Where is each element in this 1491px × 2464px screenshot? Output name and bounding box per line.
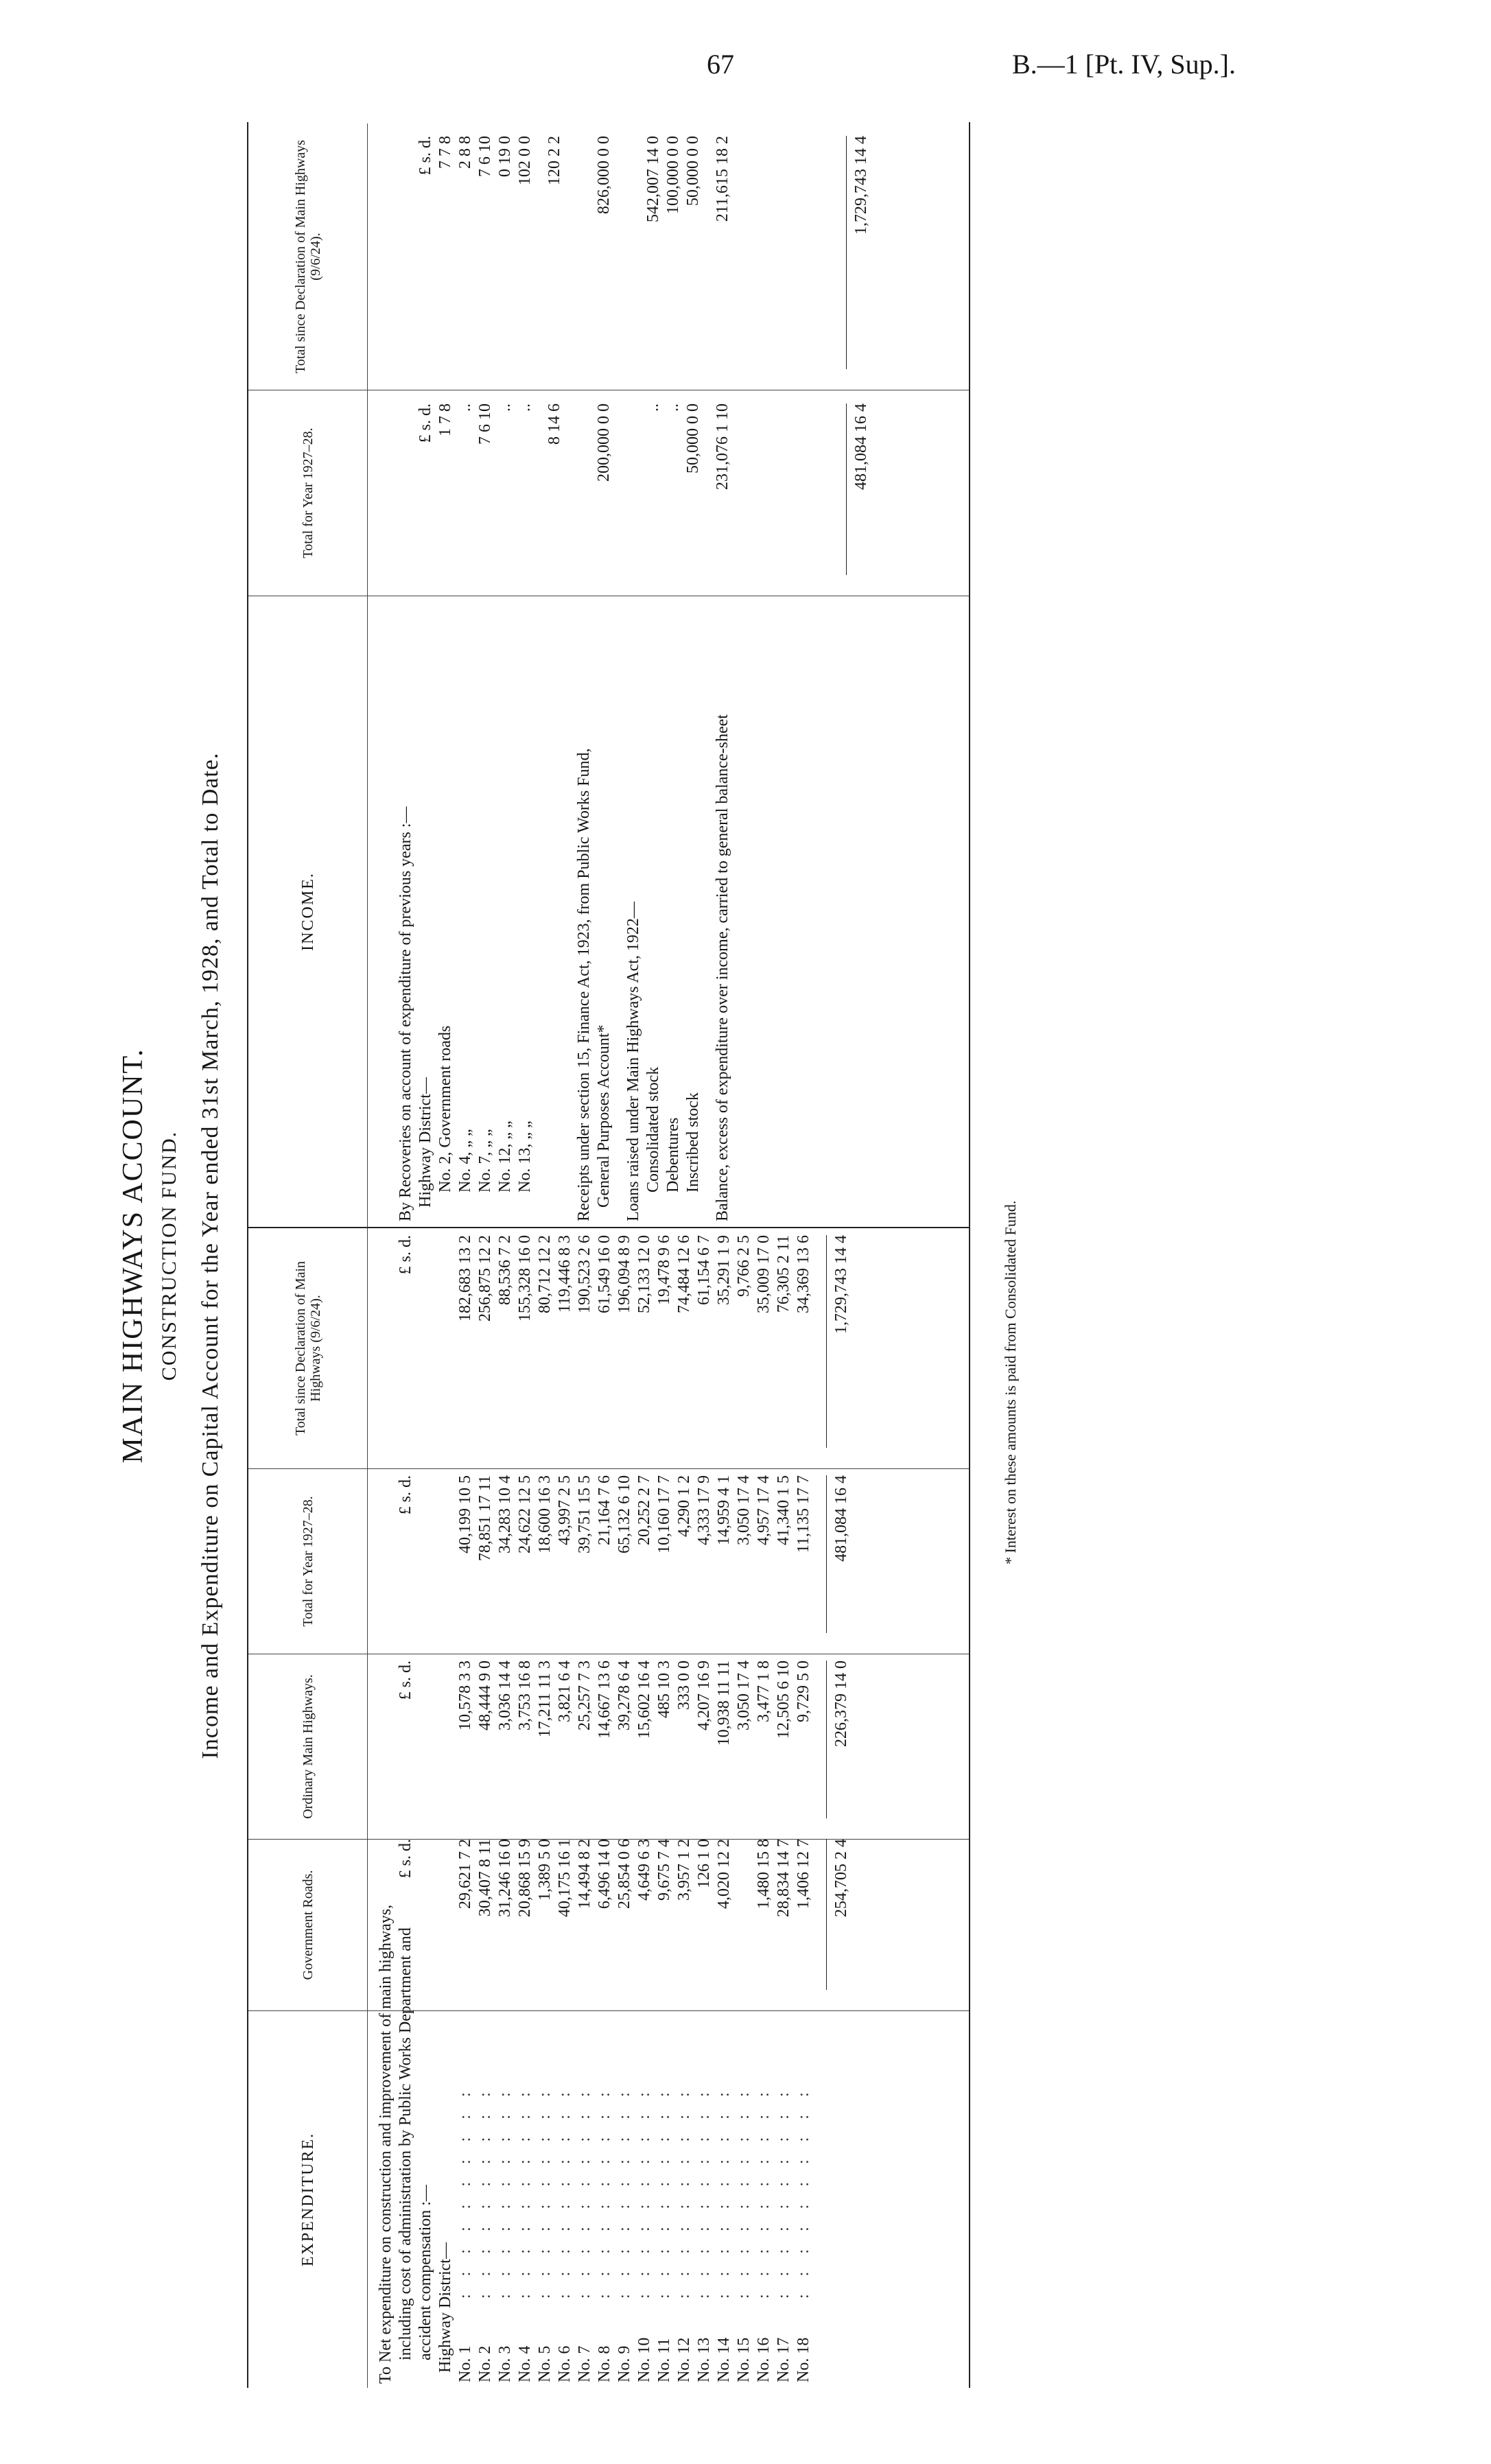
income-total-amount: 102 0 0 — [516, 136, 534, 185]
amount-cell: 1,389 5 0 — [536, 1839, 554, 1901]
leader-dots: : : : : : : : : : : — [496, 2085, 514, 2299]
amount-cell: 3,050 17 4 — [735, 1661, 753, 1730]
income-line: No. 7, „ „ — [476, 1129, 494, 1193]
fund-subtitle: CONSTRUCTION FUND. — [158, 1130, 180, 1381]
leader-dots: : : : : : : : : : : — [735, 2085, 753, 2299]
amount-cell: 256,875 12 2 — [476, 1235, 494, 1322]
column-rule — [368, 1468, 969, 1469]
amount-cell: 35,291 1 9 — [715, 1235, 733, 1305]
amount-cell: 41,340 1 5 — [775, 1475, 793, 1545]
district-label: No. 12 — [675, 2337, 693, 2382]
leader-dots: : : : : : : : : : : — [615, 2085, 633, 2299]
leader-dots: : : : : : : : : : : — [576, 2085, 594, 2299]
amount-cell: 119,446 8 3 — [556, 1235, 574, 1313]
income-year-amount: 8 14 6 — [545, 403, 563, 445]
account-title: MAIN HIGHWAYS ACCOUNT. — [117, 1048, 149, 1464]
amount-cell: 6,496 14 0 — [596, 1839, 613, 1909]
amount-cell: 12,505 6 10 — [775, 1661, 793, 1739]
amount-cell: 4,957 17 4 — [755, 1475, 773, 1545]
income-year-amount: .. — [496, 403, 514, 412]
income-grand-total: 1,729,743 14 4 — [852, 136, 870, 235]
amount-cell: 25,257 7 3 — [576, 1661, 594, 1730]
leader-dots: : : : : : : : : : : — [556, 2085, 574, 2299]
district-label: No. 7 — [576, 2345, 594, 2382]
income-line: Loans raised under Main Highways Act, 1922— — [624, 902, 642, 1221]
government-roads-header: Government Roads. — [248, 1839, 368, 2010]
district-label: No. 16 — [755, 2337, 773, 2382]
amount-cell: 29,621 7 2 — [456, 1839, 474, 1909]
income-grand-total: 481,084 16 4 — [852, 403, 870, 490]
amount-cell: 9,766 2 5 — [735, 1235, 753, 1297]
income-line: No. 4, „ „ — [456, 1129, 474, 1193]
amount-cell: 21,164 7 6 — [596, 1475, 613, 1545]
income-total-amount: 7 6 10 — [476, 136, 494, 177]
expenditure-intro-line: including cost of administration by Public Works Department and — [397, 1927, 414, 2360]
amount-cell: 10,938 11 11 — [715, 1661, 733, 1746]
amount-cell: 18,600 16 3 — [536, 1475, 554, 1553]
amount-cell: 61,154 6 7 — [695, 1235, 713, 1305]
amount-cell: 4,207 16 9 — [695, 1661, 713, 1730]
income-year-amount: .. — [516, 403, 534, 412]
income-total-amount: 0 19 0 — [496, 136, 514, 177]
currency-unit-label: £ s. d. — [397, 1661, 414, 1700]
document-reference: B.—1 [Pt. IV, Sup.]. — [1012, 49, 1236, 80]
district-label: No. 9 — [615, 2345, 633, 2382]
amount-cell: 4,020 12 2 — [715, 1839, 733, 1909]
income-total-amount: 211,615 18 2 — [714, 136, 731, 222]
total-rule — [826, 1839, 827, 1990]
expenditure-intro-line: Highway District— — [436, 2242, 454, 2373]
currency-unit-label: £ s. d. — [416, 136, 434, 176]
income-line: Highway District— — [416, 1077, 434, 1208]
district-label: No. 10 — [635, 2337, 653, 2382]
income-line: Consolidated stock — [644, 1066, 662, 1193]
statement-caption: Income and Expenditure on Capital Account for the Year ended 31st March, 1928, and Total to Date. — [198, 752, 223, 1759]
total-rule — [826, 1235, 827, 1448]
amount-cell: 48,444 9 0 — [476, 1661, 494, 1730]
column-rule — [368, 2010, 969, 2011]
amount-cell: 9,675 7 4 — [655, 1839, 673, 1901]
ordinary-highways-header: Ordinary Main Highways. — [248, 1654, 368, 1839]
amount-cell: 3,957 1 2 — [675, 1839, 693, 1901]
total-rule — [826, 1661, 827, 1818]
income-line: Balance, excess of expenditure over income, carried to general balance-sheet — [714, 714, 731, 1221]
total-rule — [846, 403, 847, 575]
district-label: No. 15 — [735, 2337, 753, 2382]
income-total-amount: 2 8 8 — [456, 136, 474, 169]
amount-cell: 4,333 17 9 — [695, 1475, 713, 1545]
amount-cell: 182,683 13 2 — [456, 1235, 474, 1322]
district-label: No. 17 — [775, 2337, 793, 2382]
currency-unit-label: £ s. d. — [416, 403, 434, 443]
total-amount-cell: 481,084 16 4 — [832, 1475, 850, 1562]
income-line: No. 12, „ „ — [496, 1120, 514, 1193]
income-total-amount: 7 7 8 — [436, 136, 454, 169]
amount-cell: 190,523 2 6 — [576, 1235, 594, 1313]
amount-cell: 39,751 15 5 — [576, 1475, 594, 1553]
income-year-amount: 7 6 10 — [476, 403, 494, 445]
income-year-amount: 200,000 0 0 — [595, 403, 613, 482]
income-total-amount: 100,000 0 0 — [664, 136, 682, 214]
district-label: No. 5 — [536, 2345, 554, 2382]
district-label: No. 6 — [556, 2345, 574, 2382]
amount-cell: 485 10 3 — [655, 1661, 673, 1718]
income-line: By Recoveries on account of expenditure of previous years :— — [397, 806, 414, 1221]
rotated-account-page — [117, 124, 1187, 2388]
amount-cell: 74,484 12 6 — [675, 1235, 693, 1313]
leader-dots: : : : : : : : : : : — [715, 2085, 733, 2299]
leader-dots: : : : : : : : : : : — [655, 2085, 673, 2299]
income-year-amount: 50,000 0 0 — [684, 403, 702, 473]
income-total-amount: 542,007 14 0 — [644, 136, 662, 222]
total-amount-cell: 254,705 2 4 — [832, 1839, 850, 1917]
income-year-amount: .. — [644, 403, 662, 412]
leader-dots: : : : : : : : : : : — [775, 2085, 793, 2299]
leader-dots: : : : : : : : : : : — [795, 2085, 812, 2299]
total-rule — [826, 1475, 827, 1633]
amount-cell: 15,602 16 4 — [635, 1661, 653, 1739]
amount-cell: 61,549 16 0 — [596, 1235, 613, 1313]
amount-cell: 3,821 6 4 — [556, 1661, 574, 1722]
amount-cell: 20,868 15 9 — [516, 1839, 534, 1917]
currency-unit-label: £ s. d. — [397, 1235, 414, 1275]
amount-cell: 3,050 17 4 — [735, 1475, 753, 1545]
amount-cell: 14,494 8 2 — [576, 1839, 594, 1909]
leader-dots: : : : : : : : : : : — [476, 2085, 494, 2299]
income-year-total-header: Total for Year 1927–28. — [248, 390, 368, 596]
income-year-amount: .. — [456, 403, 474, 412]
amount-cell: 1,406 12 7 — [795, 1839, 812, 1909]
amount-cell: 88,536 7 2 — [496, 1235, 514, 1305]
amount-cell: 10,160 17 7 — [655, 1475, 673, 1553]
amount-cell: 3,036 14 4 — [496, 1661, 514, 1730]
year-total-header: Total for Year 1927–28. — [248, 1468, 368, 1654]
currency-unit-label: £ s. d. — [397, 1839, 414, 1879]
currency-unit-label: £ s. d. — [397, 1475, 414, 1515]
district-label: No. 13 — [695, 2337, 713, 2382]
leader-dots: : : : : : : : : : : — [456, 2085, 474, 2299]
amount-cell: 196,094 8 9 — [615, 1235, 633, 1313]
total-amount-cell: 1,729,743 14 4 — [832, 1235, 850, 1334]
expenditure-header: EXPENDITURE. — [248, 2010, 368, 2388]
amount-cell: 19,478 9 6 — [655, 1235, 673, 1305]
amount-cell: 10,578 3 3 — [456, 1661, 474, 1730]
district-label: No. 3 — [496, 2345, 514, 2382]
amount-cell: 78,851 17 11 — [476, 1475, 494, 1562]
amount-cell: 40,175 16 1 — [556, 1839, 574, 1917]
amount-cell: 80,712 12 2 — [536, 1235, 554, 1313]
page-number: 67 — [707, 49, 734, 80]
amount-cell: 76,305 2 11 — [775, 1235, 793, 1313]
leader-dots: : : : : : : : : : : — [755, 2085, 773, 2299]
district-label: No. 1 — [456, 2345, 474, 2382]
district-label: No. 18 — [795, 2337, 812, 2382]
income-year-amount: 1 7 8 — [436, 403, 454, 436]
leader-dots: : : : : : : : : : : — [635, 2085, 653, 2299]
amount-cell: 3,753 16 8 — [516, 1661, 534, 1730]
amount-cell: 4,290 1 2 — [675, 1475, 693, 1537]
district-label: No. 2 — [476, 2345, 494, 2382]
amount-cell: 31,246 16 0 — [496, 1839, 514, 1917]
amount-cell: 35,009 17 0 — [755, 1235, 773, 1313]
district-label: No. 14 — [715, 2337, 733, 2382]
income-table — [247, 122, 970, 1228]
income-line: Inscribed stock — [684, 1092, 702, 1193]
district-label: No. 11 — [655, 2338, 673, 2382]
amount-cell: 333 0 0 — [675, 1661, 693, 1710]
amount-cell: 28,834 14 7 — [775, 1839, 793, 1917]
amount-cell: 14,959 4 1 — [715, 1475, 733, 1545]
income-header: INCOME. — [248, 596, 368, 1227]
amount-cell: 34,369 13 6 — [795, 1235, 812, 1313]
expenditure-intro-line: To Net expenditure on construction and improvement of main highways, — [377, 1904, 395, 2384]
income-total-amount: 120 2 2 — [545, 136, 563, 185]
income-cumulative-header: Total since Declaration of Main Highways (9/6/24). — [248, 124, 368, 390]
amount-cell: 155,328 16 0 — [516, 1235, 534, 1322]
amount-cell: 20,252 2 7 — [635, 1475, 653, 1545]
amount-cell: 52,133 12 0 — [635, 1235, 653, 1313]
amount-cell: 1,480 15 8 — [755, 1839, 773, 1909]
income-total-amount: 826,000 0 0 — [595, 136, 613, 214]
leader-dots: : : : : : : : : : : — [516, 2085, 534, 2299]
amount-cell: 65,132 6 10 — [615, 1475, 633, 1553]
income-line: Receipts under section 15, Finance Act, 1923, from Public Works Fund, — [575, 748, 593, 1221]
amount-cell: 39,278 6 4 — [615, 1661, 633, 1730]
income-year-amount: .. — [664, 403, 682, 412]
income-line: No. 2, Government roads — [436, 1025, 454, 1193]
leader-dots: : : : : : : : : : : — [675, 2085, 693, 2299]
amount-cell: 14,667 13 6 — [596, 1661, 613, 1739]
amount-cell: 3,477 1 8 — [755, 1661, 773, 1722]
total-amount-cell: 226,379 14 0 — [832, 1661, 850, 1747]
expenditure-intro-line: accident compensation :— — [416, 2185, 434, 2360]
district-label: No. 8 — [596, 2345, 613, 2382]
income-line: No. 13, „ „ — [516, 1120, 534, 1193]
amount-cell: 9,729 5 0 — [795, 1661, 812, 1722]
amount-cell: 24,622 12 5 — [516, 1475, 534, 1553]
leader-dots: : : : : : : : : : : — [695, 2085, 713, 2299]
total-rule — [846, 136, 847, 369]
cumulative-total-header: Total since Declaration of Main Highways (9/6/24). — [248, 1228, 368, 1468]
amount-cell: 17,211 11 3 — [536, 1661, 554, 1738]
leader-dots: : : : : : : : : : : — [536, 2085, 554, 2299]
leader-dots: : : : : : : : : : : — [596, 2085, 613, 2299]
amount-cell: 11,135 17 7 — [795, 1475, 812, 1553]
amount-cell: 126 1 0 — [695, 1839, 713, 1888]
income-line: General Purposes Account* — [595, 1024, 613, 1208]
income-line: Debentures — [664, 1117, 682, 1193]
amount-cell: 40,199 10 5 — [456, 1475, 474, 1553]
expenditure-table — [247, 1228, 970, 2388]
amount-cell: 4,649 6 3 — [635, 1839, 653, 1901]
amount-cell: 25,854 0 6 — [615, 1839, 633, 1909]
amount-cell: 34,283 10 4 — [496, 1475, 514, 1553]
district-label: No. 4 — [516, 2345, 534, 2382]
amount-cell: 30,407 8 11 — [476, 1839, 494, 1917]
income-total-amount: 50,000 0 0 — [684, 136, 702, 206]
footnote: * Interest on these amounts is paid from Consolidated Fund. — [1002, 1200, 1019, 1564]
amount-cell: 43,997 2 5 — [556, 1475, 574, 1545]
income-year-amount: 231,076 1 10 — [714, 403, 731, 490]
